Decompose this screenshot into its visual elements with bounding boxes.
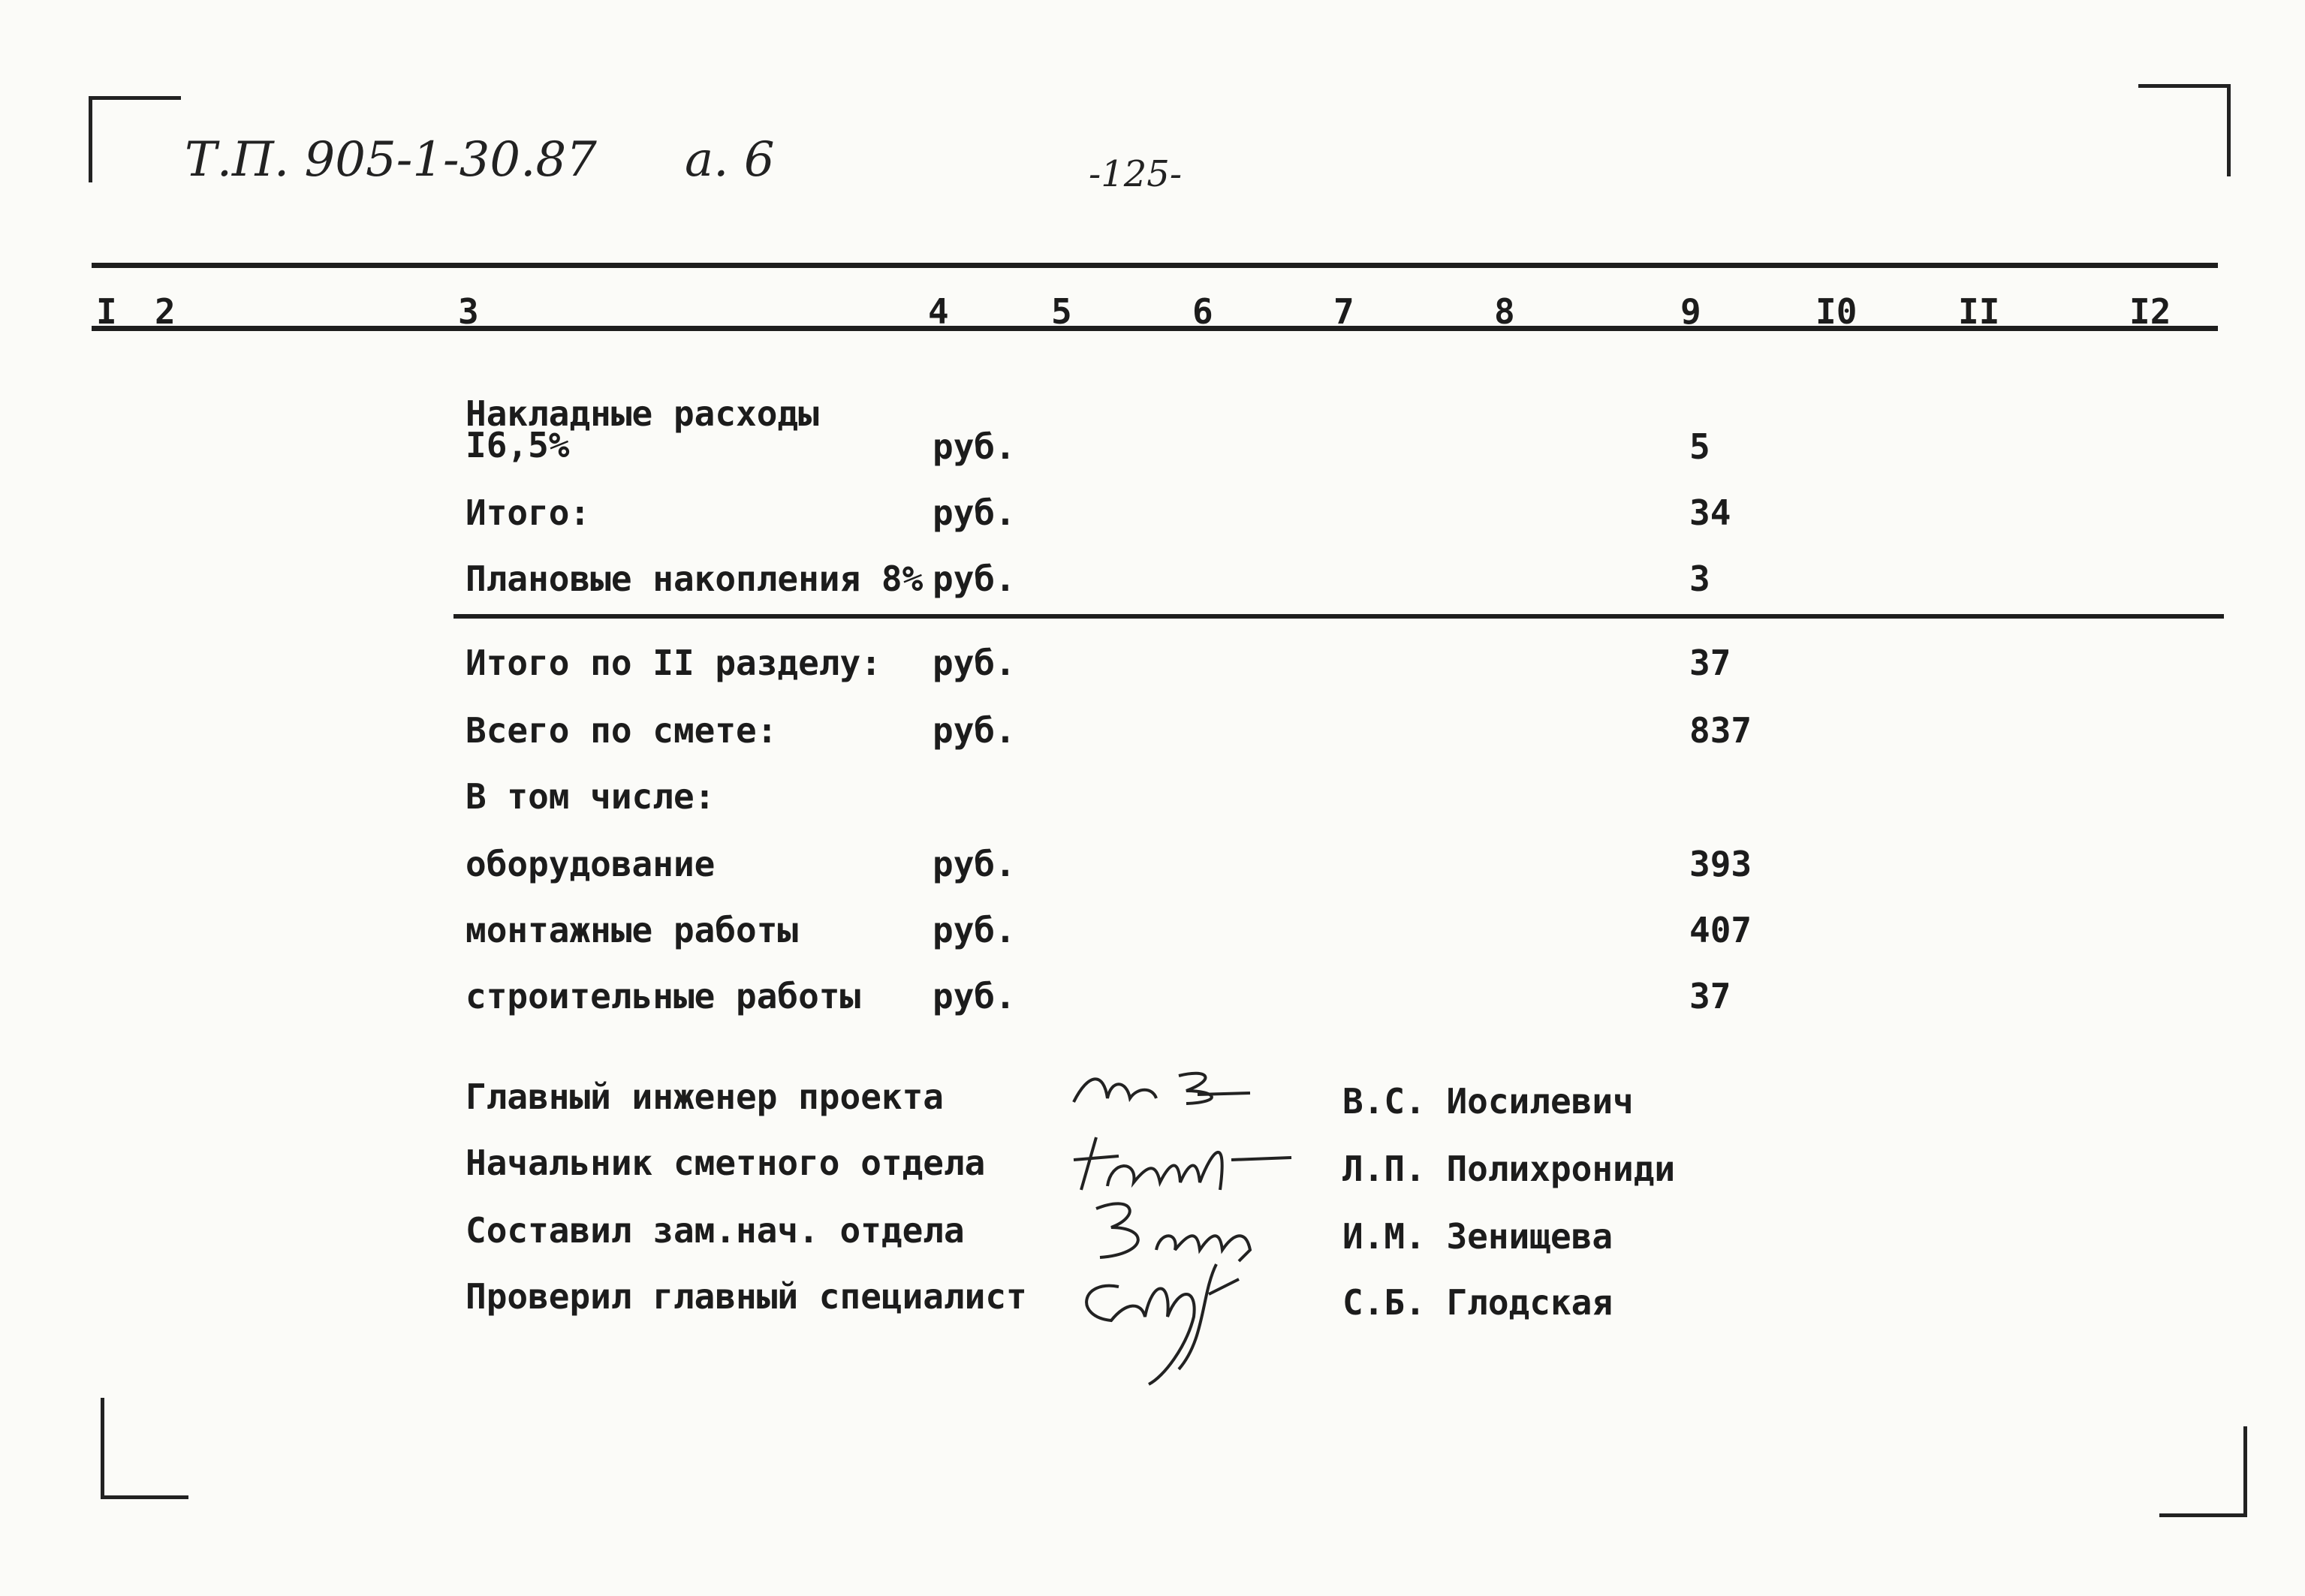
row-unit: руб. [933,710,1016,751]
column-number: 4 [928,291,949,332]
signatory-name: Л.П. Полихрониди [1342,1149,1676,1189]
signatory-title: Главный инженер проекта [466,1077,944,1117]
row-label: монтажные работы [466,910,799,950]
row-unit: руб. [933,426,1016,467]
row-label: строительные работы [466,976,861,1016]
doc-code: Т.П. 905-1-30.87 [185,132,597,188]
row-label: Итого по II разделу: [466,643,881,683]
column-number: 6 [1192,291,1213,332]
row-value: 37 [1689,976,1731,1016]
row-value: 837 [1689,710,1752,751]
signatory-name: И.М. Зенищева [1342,1216,1614,1257]
row-label: оборудование [466,844,716,884]
signatory-title: Начальник сметного отдела [466,1143,986,1183]
row-value: 3 [1689,559,1710,599]
row-label: В том числе: [466,776,716,817]
row-value: 34 [1689,492,1731,533]
corner-mark-bottom-right [2159,1426,2247,1517]
row-label: Плановые накопления 8% [466,559,924,599]
column-number: I2 [2129,291,2171,332]
header-top-rule [92,263,2218,268]
row-unit: руб. [933,976,1016,1016]
signatory-title: Проверил главный специалист [466,1276,1027,1317]
row-label: Всего по смете: [466,710,778,751]
header-bottom-rule [92,326,2218,331]
row-value: 37 [1689,643,1731,683]
row-value: 407 [1689,910,1752,950]
column-number: I0 [1815,291,1858,332]
row-unit: руб. [933,559,1016,599]
corner-mark-bottom-left [101,1398,188,1499]
corner-mark-top-left [89,96,181,182]
column-number: 5 [1051,291,1072,332]
column-number: II [1958,291,2000,332]
column-number: 7 [1333,291,1354,332]
signatory-name: С.Б. Глодская [1342,1282,1614,1323]
row-unit: руб. [933,910,1016,950]
page-number: -125- [1089,153,1183,195]
signature-1 [1066,1057,1291,1117]
row-unit: руб. [933,844,1016,884]
row-value: 5 [1689,426,1710,467]
row-unit: руб. [933,643,1016,683]
row-label: Накладные расходы [466,393,819,434]
column-number: 9 [1680,291,1701,332]
signatory-name: В.С. Иосилевич [1342,1081,1634,1122]
signatory-title: Составил зам.нач. отдела [466,1210,965,1251]
column-number: 3 [458,291,479,332]
album-number: а. 6 [685,132,775,188]
section-rule [453,614,2224,619]
column-number: 2 [155,291,176,332]
signature-4 [1066,1249,1291,1392]
row-unit: руб. [933,492,1016,533]
row-label-percent: I6,5% [466,425,570,465]
row-label: Итого: [466,492,591,533]
corner-mark-top-right [2138,84,2231,176]
row-value: 393 [1689,844,1752,884]
column-number: I [96,291,117,332]
column-number: 8 [1494,291,1515,332]
